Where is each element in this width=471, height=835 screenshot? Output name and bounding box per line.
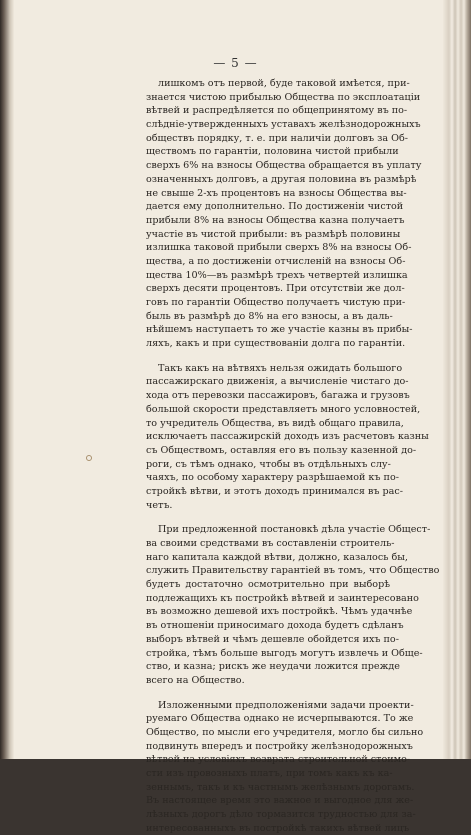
text-line: сверхъ десяти процентовъ. При отсутствіи же дол- [146, 283, 405, 295]
text-line: стройка, тѣмъ больше выгодъ могутъ извлечь и Обще- [146, 647, 423, 659]
text-line: ство, и казна; рискъ же неудачи ложится прежде [146, 661, 400, 673]
text-line: интересованныхъ въ постройкѣ такихъ вѣтвей лицъ [146, 822, 410, 834]
text-line: говъ по гарантіи Общество получаетъ чистую при- [146, 297, 406, 308]
text-line: дается ему дополнительно. По достиженіи чистой [146, 201, 404, 213]
text-line: съ Обществомъ, оставляя его въ пользу казенной до- [146, 444, 417, 456]
text-line: сверхъ 6% на взносы Общества обращается въ уплату [146, 160, 422, 172]
page-number: — 5 — [213, 56, 258, 70]
text-line: вѣтвей и распредѣляется по общепринятому въ по- [146, 105, 408, 117]
text-line: быль въ размѣрѣ до 8% на его взносы, а въ даль- [146, 310, 393, 322]
paragraph [146, 523, 440, 687]
text-line: въ отношеніи приносимаго дохода будетъ сдѣланъ [146, 620, 404, 632]
text-line: Въ настоящее время это важное и выгодное для же- [146, 795, 414, 807]
text-line: слѣдніе-утвержденныхъ уставахъ желѣзнодорожныхъ [146, 119, 421, 131]
text-line: излишка таковой прибыли сверхъ 8% на взносы Об- [146, 242, 412, 254]
text-line: роги, съ тѣмъ однако, чтобы въ отдѣльныхъ слу- [146, 458, 391, 470]
text-line: четъ. [146, 499, 173, 511]
text-line: Изложенными предположеніями задачи проекти- [158, 699, 414, 711]
text-line: нѣйшемъ наступаетъ то же участіе казны въ прибы- [146, 324, 413, 336]
text-line: всего на Общество. [146, 674, 245, 686]
text-line: въ возможно дешевой ихъ постройкѣ. Чѣмъ удачнѣе [146, 606, 413, 618]
page-stack-edge [443, 0, 471, 759]
text-line: сти изъ провозныхъ платъ, при томъ какъ къ ка- [146, 768, 393, 779]
text-line: знается чистою прибылью Общества по эксплоатацiи [146, 91, 421, 103]
text-line: пассажирскаго движенія, а вычисленіе чистаго до- [146, 376, 409, 388]
text-line: ляхъ, какъ и при существованіи долга по гарантіи. [146, 338, 406, 350]
text-line: стройкѣ вѣтви, и этотъ доходъ принимался въ рас- [146, 485, 404, 497]
text-line: то учредитель Общества, въ видѣ общаго правила, [146, 417, 404, 429]
text-line: При предложенной постановкѣ дѣла участіе Общест- [158, 524, 431, 536]
text-line: руемаго Общества однако не исчерпываются. То же [146, 713, 414, 725]
paragraph-gap [146, 512, 390, 523]
text-line: прибыли 8% на взносы Общества казна получаетъ [146, 214, 405, 226]
binding-hole-mark [86, 455, 92, 461]
text-line: будетъ достаточно осмотрительно при выборѣ [146, 579, 390, 591]
paragraph [146, 699, 424, 835]
text-line: зеннымъ, такъ и къ частнымъ желѣзнымъ дорогамъ. [146, 781, 415, 793]
text-line: щества 10%—въ размѣрѣ трехъ четвертей излишка [146, 269, 408, 281]
text-line: участіе въ чистой прибыли: въ размѣрѣ половины [146, 228, 401, 240]
text-line: обществъ порядку, т. е. при наличіи долговъ за Об- [146, 132, 409, 144]
text-line: большой скорости представляетъ много условностей, [146, 403, 421, 415]
text-line: выборъ вѣтвей и чѣмъ дешевле обойдется ихъ по- [146, 633, 399, 645]
text-line: щества, а по достиженіи отчисленій на взносы Об- [146, 255, 406, 267]
text-line: Такъ какъ на вѣтвяхъ нельзя ожидать большого [158, 362, 403, 374]
text-line: означенныхъ долговъ, а другая половина въ размѣрѣ [146, 173, 417, 185]
text-line: Общество, по мысли его учредителя, могло бы сильно [146, 726, 424, 738]
text-line: подвинуть впередъ и постройку желѣзнодорожныхъ [146, 740, 413, 752]
paragraph-gap [146, 351, 390, 362]
page-gutter-shadow [0, 0, 14, 759]
body-text [146, 77, 440, 835]
text-line: наго капитала каждой вѣтви, должно, казалось бы, [146, 551, 408, 563]
paragraph [146, 362, 429, 513]
text-line: не свыше 2-хъ процентовъ на взносы Общества вы- [146, 187, 407, 199]
text-line: вѣтвей на условіяхъ возврата строительной стоимо- [146, 754, 411, 766]
text-line: ществомъ по гарантіи, половина чистой прибыли [146, 146, 399, 158]
text-line: хода отъ перевозки пассажировъ, багажа и грузовъ [146, 390, 410, 402]
text-line: чаяхъ, по особому характеру разрѣшаемой къ по- [146, 472, 399, 484]
paragraph [146, 77, 422, 351]
text-line: лѣзныхъ дорогъ дѣло тормазится трудностью для за- [146, 809, 416, 821]
text-line: лишкомъ отъ первой, буде таковой имѣется, при- [158, 78, 410, 89]
text-line: исключаетъ пассажирскій доходъ изъ расчетовъ казны [146, 431, 429, 443]
text-line: служить Правительству гарантіей въ томъ, что Общество [146, 565, 440, 577]
text-line: ва своими средствами въ составленіи строитель- [146, 538, 395, 549]
text-line: подлежащихъ къ постройкѣ вѣтвей и заинтересовано [146, 592, 419, 604]
paragraph-gap [146, 688, 390, 699]
